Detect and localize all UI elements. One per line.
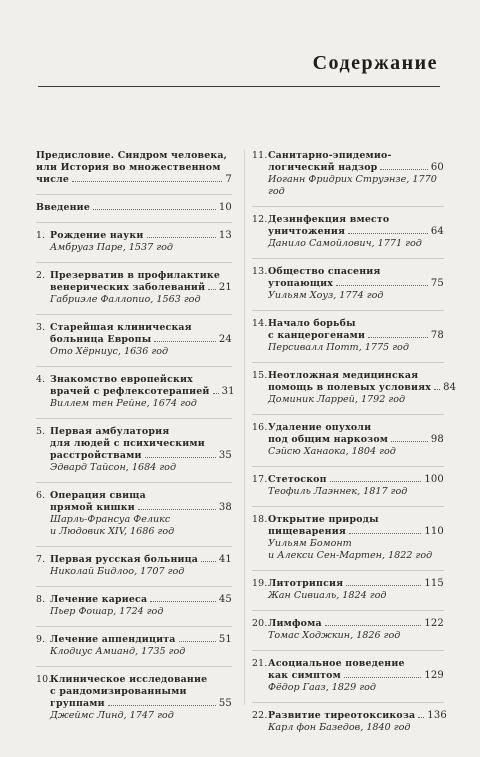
chapter-title-text: Лимфома	[268, 618, 322, 629]
toc-entry-heading	[252, 318, 444, 342]
toc-entry-heading	[252, 474, 444, 486]
chapter-number: 1.	[36, 230, 46, 241]
chapter-subtitle: Эдвард Тайсон, 1684 год	[50, 462, 177, 473]
chapter-number: 10.	[36, 674, 52, 685]
chapter-title-line	[50, 386, 235, 398]
chapter-title-text: утопающих	[268, 278, 334, 289]
entry-separator	[252, 650, 444, 651]
chapter-title-text: Первая амбулатория	[50, 426, 170, 437]
toc-entry-heading	[252, 266, 444, 290]
entry-separator	[252, 310, 444, 311]
dot-leader	[348, 233, 428, 234]
entry-separator	[252, 362, 444, 363]
chapter-title-line	[268, 658, 444, 670]
page-number: 38	[218, 502, 232, 513]
page-number: 24	[218, 334, 232, 345]
chapter-number: 20.	[252, 618, 268, 629]
entry-separator	[36, 482, 232, 483]
chapter-title-line	[268, 266, 444, 278]
chapter-title-line	[50, 438, 232, 450]
page-number: 98	[430, 434, 444, 445]
chapter-title	[36, 150, 232, 186]
chapter-subtitle: Данило Самойлович, 1771 год	[268, 238, 422, 249]
chapter-title	[36, 322, 232, 346]
toc-entry-heading	[36, 426, 232, 462]
page-number: 64	[430, 226, 444, 237]
toc-entry-heading	[36, 634, 232, 646]
chapter-title-line	[50, 450, 232, 462]
chapter-subtitle: Доминик Ларрей, 1792 год	[268, 394, 406, 405]
dot-leader	[150, 601, 216, 602]
chapter-title-text: с рандомизированными	[50, 686, 187, 697]
dot-leader	[368, 337, 428, 338]
toc-entry-heading	[36, 270, 232, 294]
chapter-title	[36, 426, 232, 462]
chapter-title-text: венерических заболеваний	[50, 282, 206, 293]
chapter-title-line	[268, 330, 444, 342]
chapter-title-line	[50, 594, 232, 606]
toc-entry[interactable]	[36, 490, 232, 538]
dot-leader	[93, 209, 216, 210]
chapter-title-line	[268, 318, 444, 330]
page-number: 75	[430, 278, 444, 289]
entry-separator	[252, 258, 444, 259]
column-divider	[244, 150, 245, 705]
chapter-title	[36, 594, 232, 606]
toc-entry-heading	[252, 658, 444, 682]
chapter-number: 9.	[36, 634, 46, 645]
page-number: 55	[218, 698, 232, 709]
chapter-title-text: группами	[50, 698, 105, 709]
dot-leader	[145, 457, 216, 458]
chapter-title-line	[268, 434, 444, 446]
dot-leader	[330, 481, 422, 482]
toc-entry[interactable]	[36, 426, 232, 474]
toc-entry-heading	[252, 710, 447, 722]
chapter-number: 12.	[252, 214, 268, 225]
toc-entry[interactable]	[252, 214, 444, 250]
chapter-number: 19.	[252, 578, 268, 589]
entry-separator	[36, 418, 232, 419]
dot-leader	[138, 509, 216, 510]
toc-entry[interactable]	[36, 634, 232, 658]
chapter-subtitle: Габриэле Фаллопио, 1563 год	[50, 294, 201, 305]
chapter-number: 2.	[36, 270, 46, 281]
chapter-title-line	[50, 634, 232, 646]
dot-leader	[349, 533, 421, 534]
chapter-title-line	[268, 214, 444, 226]
page-title: Содержание	[312, 52, 438, 74]
entry-separator	[36, 222, 232, 223]
chapter-number: 7.	[36, 554, 46, 565]
chapter-title-text: Клиническое исследование	[50, 674, 208, 685]
chapter-title-text: Литотрипсия	[268, 578, 344, 589]
chapter-title-text: числе	[36, 174, 70, 185]
chapter-title-line	[50, 554, 232, 566]
chapter-title-text: Неотложная медицинская	[268, 370, 419, 381]
chapter-title	[252, 514, 444, 538]
chapter-title-text: для людей с психическими	[50, 438, 205, 449]
chapter-title	[252, 710, 447, 722]
chapter-title	[36, 230, 232, 242]
toc-entry-heading	[252, 514, 444, 538]
dot-leader	[434, 389, 440, 390]
chapter-number: 14.	[252, 318, 268, 329]
chapter-subtitle: и Людовик XIV, 1686 год	[50, 526, 175, 537]
entry-separator	[36, 262, 232, 263]
chapter-title-line	[50, 490, 232, 502]
chapter-number: 8.	[36, 594, 46, 605]
chapter-title-line	[268, 670, 444, 682]
chapter-number: 16.	[252, 422, 268, 433]
chapter-title	[36, 270, 232, 294]
chapter-title-line	[36, 150, 232, 162]
entry-separator	[252, 570, 444, 571]
chapter-title	[36, 554, 232, 566]
chapter-subtitle: Томас Ходжкин, 1826 год	[268, 630, 401, 641]
chapter-title	[252, 474, 444, 486]
chapter-title	[36, 634, 232, 646]
chapter-title-line	[36, 202, 232, 214]
chapter-title-text: Предисловие. Синдром человека,	[36, 150, 228, 161]
toc-entry[interactable]	[252, 618, 444, 642]
chapter-title-text: или История во множественном	[36, 162, 221, 173]
chapter-title-line	[50, 686, 232, 698]
chapter-subtitle: Теофиль Лаэннек, 1817 год	[268, 486, 408, 497]
toc-column-right	[252, 150, 457, 742]
entry-separator	[36, 314, 232, 315]
toc-entry-heading	[36, 594, 232, 606]
chapter-title	[36, 490, 232, 514]
chapter-title-line	[268, 278, 444, 290]
toc-entry[interactable]	[36, 230, 232, 254]
entry-separator	[252, 414, 444, 415]
page-number: 129	[424, 670, 444, 681]
entry-separator	[252, 506, 444, 507]
toc-entry[interactable]	[252, 514, 444, 562]
dot-leader	[213, 393, 219, 394]
chapter-title-line	[36, 162, 232, 174]
chapter-title-text: расстройствами	[50, 450, 142, 461]
chapter-title-text: под общим наркозом	[268, 434, 389, 445]
chapter-number: 3.	[36, 322, 46, 333]
chapter-title	[36, 674, 232, 710]
toc-entry-heading	[36, 674, 232, 710]
toc-entry[interactable]	[252, 710, 447, 734]
chapter-subtitle: Персивалл Потт, 1775 год	[268, 342, 409, 353]
page-number: 51	[218, 634, 232, 645]
entry-separator	[36, 546, 232, 547]
chapter-title-line	[268, 514, 444, 526]
entry-separator	[36, 366, 232, 367]
chapter-title-text: с канцерогенами	[268, 330, 366, 341]
toc-entry[interactable]	[252, 150, 444, 198]
toc-entry-heading	[252, 618, 444, 630]
chapter-title	[252, 578, 444, 590]
chapter-title-text: Презерватив в профилактике	[50, 270, 221, 281]
chapter-subtitle: Николай Бидлоо, 1707 год	[50, 566, 185, 577]
chapter-title-text: помощь в полевых условиях	[268, 382, 432, 393]
chapter-title-text: уничтожения	[268, 226, 346, 237]
chapter-subtitle: Ото Хёрниус, 1636 год	[50, 346, 169, 357]
entry-separator	[252, 206, 444, 207]
chapter-title-line	[50, 270, 232, 282]
page-number: 10	[218, 202, 232, 213]
chapter-subtitle: Джеймс Линд, 1747 год	[50, 710, 174, 721]
chapter-title-text: Открытие природы	[268, 514, 379, 525]
chapter-number: 4.	[36, 374, 46, 385]
dot-leader	[147, 237, 216, 238]
chapter-subtitle: Пьер Фошар, 1724 год	[50, 606, 164, 617]
chapter-title-line	[268, 370, 444, 382]
chapter-title-line	[50, 698, 232, 710]
toc-entry-heading	[36, 202, 232, 214]
chapter-title-text: Введение	[36, 202, 90, 213]
dot-leader	[208, 289, 216, 290]
dot-leader	[154, 341, 216, 342]
chapter-title-line	[50, 426, 232, 438]
chapter-title-line	[50, 674, 232, 686]
toc-entry-heading	[36, 554, 232, 566]
entry-separator	[36, 666, 232, 667]
chapter-title	[252, 370, 457, 394]
page-number: 7	[225, 174, 232, 185]
chapter-title	[252, 658, 444, 682]
dot-leader	[325, 625, 422, 626]
toc-entry[interactable]	[252, 318, 444, 354]
chapter-title-text: Асоциальное поведение	[268, 658, 405, 669]
chapter-title-text: Рождение науки	[50, 230, 144, 241]
chapter-number: 18.	[252, 514, 268, 525]
entry-separator	[36, 194, 232, 195]
toc-entry[interactable]	[252, 370, 457, 406]
chapter-title-text: как симптом	[268, 670, 341, 681]
chapter-subtitle: Амбруаз Паре, 1537 год	[50, 242, 173, 253]
page-number: 136	[427, 710, 447, 721]
entry-separator	[252, 610, 444, 611]
chapter-title-line	[50, 502, 232, 514]
chapter-subtitle: Иоганн Фридрих Струэнзе, 1770 год	[268, 174, 437, 197]
chapter-subtitle: Шарль-Франсуа Феликс	[50, 514, 171, 525]
chapter-title	[252, 214, 444, 238]
chapter-title-text: Дезинфекция вместо	[268, 214, 390, 225]
chapter-title-text: Общество спасения	[268, 266, 381, 277]
chapter-number: 21.	[252, 658, 268, 669]
chapter-title-line	[268, 474, 444, 486]
chapter-title-text: Операция свища	[50, 490, 146, 501]
chapter-title-line	[50, 230, 232, 242]
chapter-title-line	[268, 226, 444, 238]
chapter-title-line	[50, 334, 232, 346]
chapter-title-text: Первая русская больница	[50, 554, 199, 565]
chapter-number: 5.	[36, 426, 46, 437]
toc-entry-heading	[36, 150, 232, 186]
chapter-title-line	[268, 710, 447, 722]
dot-leader	[418, 717, 424, 718]
chapter-title-line	[268, 578, 444, 590]
chapter-title-text: больница Европы	[50, 334, 152, 345]
toc-entry-heading	[36, 230, 232, 242]
toc-entry[interactable]	[36, 150, 232, 186]
page-number: 45	[218, 594, 232, 605]
page-number: 21	[218, 282, 232, 293]
page-number: 100	[424, 474, 444, 485]
entry-separator	[36, 626, 232, 627]
chapter-title	[36, 202, 232, 214]
chapter-title-text: Лечение кариеса	[50, 594, 148, 605]
chapter-title-text: Лечение аппендицита	[50, 634, 176, 645]
page-number: 41	[218, 554, 232, 565]
chapter-title-text: пищеварения	[268, 526, 346, 537]
toc-entry[interactable]	[36, 270, 232, 306]
chapter-title-line	[36, 174, 232, 186]
entry-separator	[252, 466, 444, 467]
chapter-title-line	[268, 618, 444, 630]
toc-entry[interactable]	[252, 266, 444, 302]
chapter-title-text: Знакомство европейских	[50, 374, 193, 385]
page-number: 60	[430, 162, 444, 173]
chapter-number: 15.	[252, 370, 268, 381]
toc-entry[interactable]	[252, 474, 444, 498]
chapter-title-text: врачей с рефлексотерапией	[50, 386, 210, 397]
chapter-title-line	[268, 526, 444, 538]
chapter-subtitle: Сэйсю Ханаока, 1804 год	[268, 446, 396, 457]
chapter-title-text: Удаление опухоли	[268, 422, 372, 433]
chapter-title-text: Развитие тиреотоксикоза	[268, 710, 416, 721]
page-number: 35	[218, 450, 232, 461]
page-number: 78	[430, 330, 444, 341]
chapter-subtitle: Клодиус Амианд, 1735 год	[50, 646, 186, 657]
chapter-title-line	[50, 374, 232, 386]
chapter-title-line	[268, 422, 444, 434]
entry-separator	[36, 586, 232, 587]
chapter-title-text: прямой кишки	[50, 502, 135, 513]
chapter-number: 13.	[252, 266, 268, 277]
page-number: 84	[443, 382, 457, 393]
toc-entry[interactable]	[36, 674, 232, 722]
page-number: 13	[218, 230, 232, 241]
dot-leader	[344, 677, 421, 678]
toc-entry-heading	[36, 490, 232, 514]
toc-entry-heading	[36, 374, 235, 398]
chapter-title-line	[268, 382, 457, 394]
chapter-title	[36, 374, 235, 398]
chapter-subtitle: Виллем тен Рейне, 1674 год	[50, 398, 197, 409]
chapter-number: 6.	[36, 490, 46, 501]
toc-entry-heading	[252, 214, 444, 238]
chapter-title	[252, 422, 444, 446]
dot-leader	[391, 441, 428, 442]
chapter-title	[252, 266, 444, 290]
chapter-number: 22.	[252, 710, 268, 721]
chapter-title-line	[268, 162, 444, 174]
chapter-subtitle: Фёдор Гааз, 1829 год	[268, 682, 376, 693]
dot-leader	[201, 561, 216, 562]
chapter-subtitle: и Алекси Сен-Мартен, 1822 год	[268, 550, 433, 561]
chapter-title-text: логический надзор	[268, 162, 378, 173]
entry-separator	[252, 702, 444, 703]
dot-leader	[72, 181, 222, 182]
chapter-title-text: Стетоскоп	[268, 474, 327, 485]
toc-entry[interactable]	[36, 202, 232, 214]
page-number: 110	[424, 526, 444, 537]
toc-entry[interactable]	[252, 578, 444, 602]
toc-entry[interactable]	[252, 422, 444, 458]
toc-entry-heading	[36, 322, 232, 346]
page-number: 31	[221, 386, 235, 397]
toc-entry[interactable]	[36, 594, 232, 618]
chapter-title	[252, 318, 444, 342]
page-number: 122	[424, 618, 444, 629]
toc-entry-heading	[252, 150, 444, 174]
chapter-subtitle: Уильям Хоуз, 1774 год	[268, 290, 384, 301]
chapter-title-line	[50, 322, 232, 334]
title-divider	[38, 86, 440, 87]
chapter-subtitle: Уильям Бомонт	[268, 538, 352, 549]
chapter-number: 11.	[252, 150, 268, 161]
chapter-title-line	[50, 282, 232, 294]
toc-entry-heading	[252, 370, 457, 394]
dot-leader	[179, 641, 216, 642]
toc-entry[interactable]	[36, 554, 232, 578]
chapter-title-text: Санитарно-эпидемио-	[268, 150, 392, 161]
dot-leader	[336, 285, 428, 286]
toc-entry[interactable]	[36, 322, 232, 358]
chapter-number: 17.	[252, 474, 268, 485]
chapter-title	[252, 618, 444, 630]
toc-entry[interactable]	[252, 658, 444, 694]
toc-entry-heading	[252, 422, 444, 446]
chapter-title-text: Старейшая клиническая	[50, 322, 192, 333]
dot-leader	[380, 169, 427, 170]
chapter-title-text: Начало борьбы	[268, 318, 356, 329]
chapter-title	[252, 150, 444, 174]
chapter-subtitle: Жан Сивиаль, 1824 год	[268, 590, 387, 601]
chapter-subtitle: Карл фон Базедов, 1840 год	[268, 722, 411, 733]
chapter-title-line	[268, 150, 444, 162]
toc-entry[interactable]	[36, 374, 235, 410]
dot-leader	[108, 705, 216, 706]
page-number: 115	[424, 578, 444, 589]
toc-column-left	[36, 150, 235, 730]
toc-entry-heading	[252, 578, 444, 590]
dot-leader	[346, 585, 421, 586]
